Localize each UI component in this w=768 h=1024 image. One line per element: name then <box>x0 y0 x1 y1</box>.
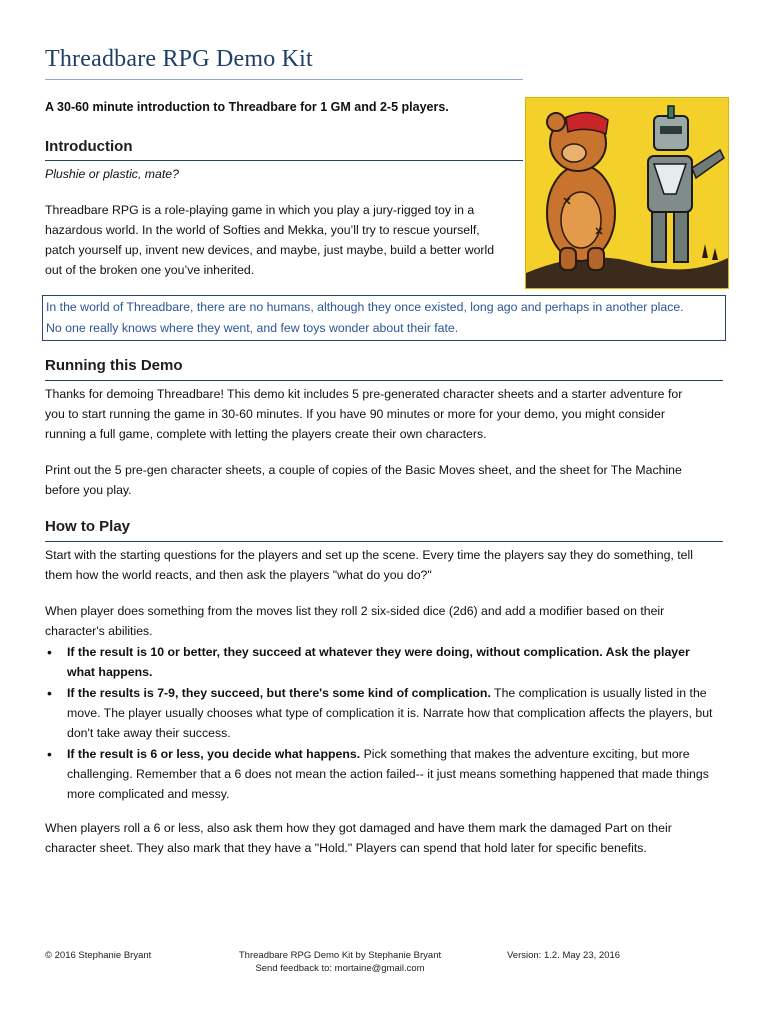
result-condition: If the result is 6 or less, you decide what happens. <box>67 747 361 761</box>
text-line: When player does something from the moves list they roll 2 six-sided dice (2d6) and add a modifier based on their <box>45 604 665 618</box>
text-line: character sheet. They also mark that they have a "Hold." Players can spend that hold later for specific benefits. <box>45 841 647 855</box>
running-demo-paragraph-1 <box>45 384 725 444</box>
title-rule <box>45 79 523 80</box>
lore-callout-box <box>42 295 726 341</box>
callout-line: No one really knows where they went, and few toys wonder about their fate. <box>46 321 459 335</box>
running-demo-heading: Running this Demo <box>45 357 183 374</box>
how-to-play-paragraph-3 <box>45 818 725 858</box>
how-to-play-paragraph-2 <box>45 601 725 641</box>
bullet-icon: • <box>47 644 52 660</box>
introduction-rule <box>45 160 523 161</box>
introduction-tagline: Plushie or plastic, mate? <box>45 167 179 181</box>
list-item <box>45 642 715 682</box>
result-condition: If the results is 7-9, they succeed, but there's some kind of complication. <box>67 686 491 700</box>
introduction-heading: Introduction <box>45 138 133 155</box>
text-line: out of the broken one you’ve inherited. <box>45 263 255 277</box>
text-line: patch yourself up, invent new devices, and maybe, just maybe, build a better world <box>45 243 495 257</box>
footer-version: Version: 1.2. May 23, 2016 <box>507 950 621 961</box>
result-explanation: The complication is usually listed in the move. The player usually chooses what type of complication it is. Narrate how that complication affects the players, but don't take away their success. <box>67 686 713 740</box>
introduction-body <box>45 200 523 280</box>
text-line: Thanks for demoing Threadbare! This demo kit includes 5 pre-generated character sheets and a starter adventure for <box>45 387 683 401</box>
list-item <box>45 683 715 743</box>
hero-illustration <box>525 97 729 289</box>
footer-feedback-line: Send feedback to: mortaine@gmail.com <box>255 963 425 974</box>
how-to-play-rule <box>45 541 723 542</box>
text-line: When players roll a 6 or less, also ask them how they got damaged and have them mark the damaged Part on their <box>45 821 672 835</box>
text-line: you to start running the game in 30-60 minutes. If you have 90 minutes or more for your demo, you might consider <box>45 407 665 421</box>
text-line: before you play. <box>45 483 132 497</box>
footer-copyright: © 2016 Stephanie Bryant <box>45 950 152 961</box>
how-to-play-paragraph-1 <box>45 545 725 585</box>
dice-result-list <box>45 642 715 805</box>
how-to-play-heading: How to Play <box>45 518 131 535</box>
callout-line: In the world of Threadbare, there are no humans, although they once existed, long ago and perhaps in another place. <box>46 300 684 314</box>
text-line: them how the world reacts, and then ask the players "what do you do?" <box>45 568 432 582</box>
result-condition: If the result is 10 or better, they succeed at whatever they were doing, without complication. Ask the player what happens. <box>67 645 690 679</box>
list-item <box>45 744 715 804</box>
text-line: Threadbare RPG is a role-playing game in which you play a jury-rigged toy in a <box>45 203 475 217</box>
text-line: hazardous world. In the world of Softies and Mekka, you’ll try to rescue yourself, <box>45 223 480 237</box>
toy-characters-illustration <box>526 98 728 288</box>
text-line: running a full game, complete with letting the players create their own characters. <box>45 427 487 441</box>
text-line: Print out the 5 pre-gen character sheets, a couple of copies of the Basic Moves sheet, and the sheet for The Machine <box>45 463 682 477</box>
result-explanation: Pick something that makes the adventure exciting, but more challenging. Remember that a 6 does not mean the action failed-- it just means something happened that made things more complicated and messy. <box>67 747 709 801</box>
running-demo-rule <box>45 380 723 381</box>
footer-credits <box>230 950 450 974</box>
footer-credit-line: Threadbare RPG Demo Kit by Stephanie Bryant <box>238 950 442 961</box>
text-line: character's abilities. <box>45 624 153 638</box>
document-title: Threadbare RPG Demo Kit <box>45 46 313 72</box>
document-subtitle: A 30-60 minute introduction to Threadbare for 1 GM and 2-5 players. <box>45 100 449 114</box>
running-demo-paragraph-2 <box>45 460 725 500</box>
text-line: Start with the starting questions for the players and set up the scene. Every time the players say they do something, tell <box>45 548 693 562</box>
bullet-icon: • <box>47 685 52 701</box>
bullet-icon: • <box>47 746 52 762</box>
